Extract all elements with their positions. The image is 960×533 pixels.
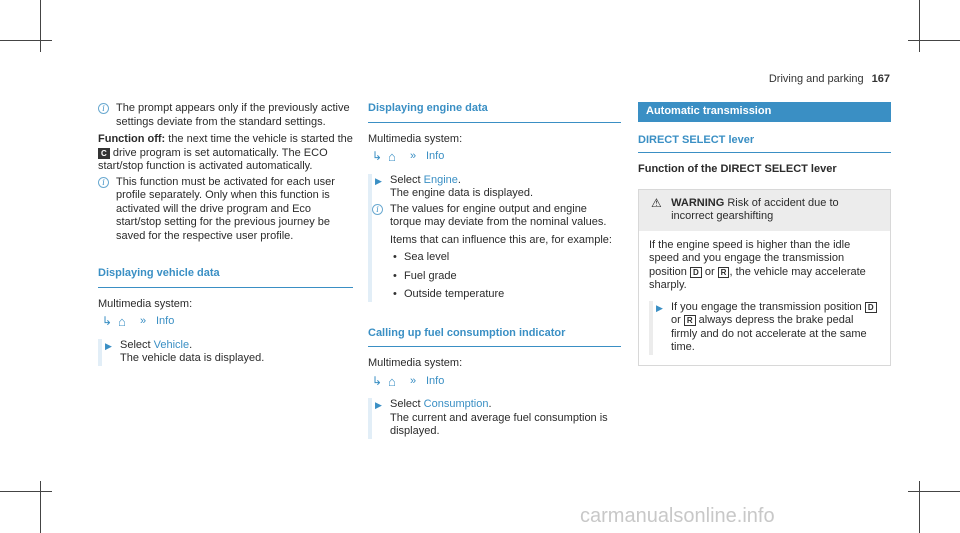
section-heading-fuel-consumption: Calling up fuel consumption indicator [368, 327, 621, 348]
drive-program-c-key: C [98, 148, 110, 159]
warning-body: If the engine speed is higher than the idle speed and you engage the transmission position D or R , the vehicle may accelerate sharply. ▶ If you engage the transmission position D or R always depress the brake pedal firmly and do not accelerate at the same time. [639, 231, 890, 365]
path-label: Multimedia system: [368, 357, 463, 369]
gear-d-key: D [865, 302, 877, 313]
menu-path: ↳ ⌂ » Info [372, 373, 445, 389]
menu-item-engine: Engine [423, 173, 458, 186]
function-off-paragraph: Function off: the next time the vehicle is started the C drive program is set automatically. The ECO start/stop function is activated automatically. [98, 133, 353, 172]
info-icon: i [372, 204, 383, 215]
instruction-step: ▶ Select Vehicle. The vehicle data is displayed. [98, 339, 353, 366]
warning-header: ⚠ WARNING Risk of accident due to incorrect gearshifting [639, 190, 890, 231]
path-label: Multimedia system: [98, 297, 193, 310]
info-note: i The values for engine output and engine torque may deviate from the nominal values. [372, 203, 621, 230]
info-icon: i [98, 177, 109, 188]
column-2 [368, 102, 621, 443]
warning-box [638, 189, 891, 366]
step-arrow-icon: ▶ [375, 175, 382, 186]
list-item: • Sea level [390, 251, 621, 265]
path-arrow-icon: ↳ [372, 373, 383, 388]
path-arrow-icon: ↳ [372, 149, 383, 163]
chapter-banner: Automatic transmission [638, 102, 891, 122]
info-note: i The prompt appears only if the previously active settings deviate from the standard settings. [98, 102, 353, 129]
step-arrow-icon: ▶ [656, 302, 663, 313]
step-arrow-icon: ▶ [105, 340, 112, 351]
double-chevron-icon: » [140, 315, 147, 327]
path-label: Multimedia system: [368, 132, 463, 145]
column-3 [638, 102, 891, 366]
column-1 [98, 102, 353, 370]
path-arrow-icon: ↳ [102, 314, 113, 328]
crop-mark [0, 40, 52, 41]
instruction-step: ▶ Select Engine. The engine data is displayed. i The values for engine output and engine torque may deviate from the nominal values. Items that can influence this are, for example: • Sea level • Fuel grade • Outside temperature [368, 174, 621, 302]
gear-d-key: D [690, 267, 702, 278]
menu-item-consumption: Consumption [423, 398, 489, 410]
home-icon: ⌂ [388, 149, 396, 164]
warning-triangle-icon: ⚠ [651, 195, 662, 210]
menu-path: ↳ ⌂ » Info [372, 149, 445, 164]
gear-r-key: R [718, 267, 730, 278]
influence-list [390, 251, 621, 302]
menu-path: ↳ ⌂ » Info [102, 314, 175, 329]
home-icon: ⌂ [388, 373, 396, 389]
list-item: • Fuel grade [390, 270, 621, 284]
function-heading: Function of the DIRECT SELECT lever [638, 163, 837, 175]
instruction-step: ▶ If you engage the transmission position D or R always depress the brake pedal firmly and do not accelerate at the same time. [649, 301, 880, 355]
menu-item-vehicle: Vehicle [153, 338, 190, 351]
step-arrow-icon: ▶ [375, 400, 382, 410]
warning-label: WARNING [671, 196, 725, 209]
watermark: carmanualsonline.info [580, 505, 775, 527]
double-chevron-icon: » [410, 374, 417, 387]
section-heading-direct-select: DIRECT SELECT lever [638, 134, 891, 154]
instruction-step: ▶ Select Consumption. The current and average fuel consumption is displayed. [368, 398, 621, 439]
crop-mark [919, 0, 920, 52]
crop-mark [908, 491, 960, 492]
gear-r-key: R [684, 315, 696, 326]
crop-mark [0, 491, 52, 492]
running-head [769, 73, 890, 87]
section-heading-engine-data: Displaying engine data [368, 102, 621, 123]
running-head-title: Driving and parking [768, 73, 864, 85]
crop-mark [40, 0, 41, 52]
crop-mark [908, 40, 960, 41]
info-icon: i [98, 103, 109, 114]
page-number: 167 [871, 73, 890, 85]
home-icon: ⌂ [118, 314, 126, 329]
info-note: i This function must be activated for each user profile separately. Only when this function is activated will the drive program and Eco start/stop setting for the previous journey be saved for the respective user profile. [98, 176, 353, 244]
crop-mark [919, 481, 920, 533]
section-heading-vehicle-data: Displaying vehicle data [98, 267, 353, 288]
double-chevron-icon: » [410, 150, 417, 162]
crop-mark [40, 481, 41, 533]
list-item: • Outside temperature [390, 288, 621, 302]
